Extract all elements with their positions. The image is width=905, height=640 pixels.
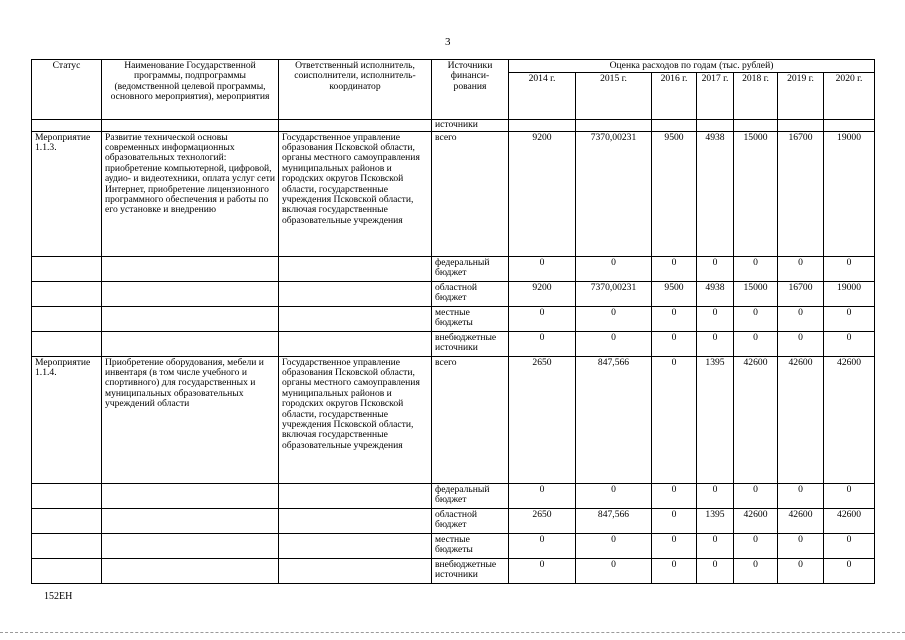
value-cell: 0 bbox=[824, 306, 875, 331]
value-cell: 0 bbox=[652, 356, 697, 483]
measure-status: Мероприятие 1.1.4. bbox=[32, 356, 102, 483]
empty-cell bbox=[652, 120, 697, 131]
empty-cell bbox=[102, 306, 279, 331]
value-cell: 0 bbox=[697, 483, 734, 508]
empty-cell bbox=[734, 120, 778, 131]
measure-name: Приобретение оборудования, мебели и инвентаря (в том числе учебного и спортивного) для государственных и муниципальных образовательных учреждений области bbox=[102, 356, 279, 483]
source-cell: федеральный бюджет bbox=[432, 483, 509, 508]
carryover-row bbox=[32, 120, 875, 131]
value-cell: 1395 bbox=[697, 356, 734, 483]
source-cell: всего bbox=[432, 131, 509, 256]
value-cell: 0 bbox=[734, 306, 778, 331]
value-cell: 0 bbox=[652, 306, 697, 331]
value-cell: 4938 bbox=[697, 131, 734, 256]
empty-cell bbox=[102, 256, 279, 281]
value-cell: 0 bbox=[697, 331, 734, 356]
empty-cell bbox=[279, 281, 432, 306]
empty-cell bbox=[32, 508, 102, 533]
value-cell: 0 bbox=[734, 533, 778, 558]
value-cell: 0 bbox=[778, 533, 824, 558]
header-sources: Источники финанси-рования bbox=[432, 60, 509, 120]
measure-row-total bbox=[32, 356, 875, 483]
header-year: 2016 г. bbox=[652, 73, 697, 120]
empty-cell bbox=[279, 533, 432, 558]
value-cell: 847,566 bbox=[576, 508, 652, 533]
measure-row-extrabudget bbox=[32, 331, 875, 356]
value-cell: 0 bbox=[652, 483, 697, 508]
value-cell: 0 bbox=[697, 533, 734, 558]
value-cell: 7370,00231 bbox=[576, 131, 652, 256]
value-cell: 0 bbox=[778, 558, 824, 583]
measure-responsible: Государственное управление образования Псковской области, органы местного самоуправления муниципальных районов и городских округов Псковской области, государственные учреждения Псковской области, включая государственные образовательные учреждения bbox=[279, 131, 432, 256]
value-cell: 0 bbox=[576, 483, 652, 508]
value-cell: 7370,00231 bbox=[576, 281, 652, 306]
empty-cell bbox=[102, 558, 279, 583]
measure-row-regional bbox=[32, 281, 875, 306]
empty-cell bbox=[279, 483, 432, 508]
empty-cell bbox=[279, 331, 432, 356]
header-estimate: Оценка расходов по годам (тыс. рублей) bbox=[509, 60, 875, 73]
value-cell: 4938 bbox=[697, 281, 734, 306]
value-cell: 0 bbox=[576, 256, 652, 281]
value-cell: 0 bbox=[734, 558, 778, 583]
value-cell: 9500 bbox=[652, 281, 697, 306]
empty-cell bbox=[279, 306, 432, 331]
value-cell: 15000 bbox=[734, 281, 778, 306]
value-cell: 0 bbox=[824, 533, 875, 558]
empty-cell bbox=[32, 331, 102, 356]
value-cell: 0 bbox=[576, 306, 652, 331]
value-cell: 0 bbox=[576, 331, 652, 356]
source-cell: всего bbox=[432, 356, 509, 483]
measure-row-federal bbox=[32, 483, 875, 508]
scan-edge-divider bbox=[0, 632, 905, 633]
page-number: 3 bbox=[445, 36, 451, 48]
value-cell: 2650 bbox=[509, 356, 576, 483]
value-cell: 0 bbox=[734, 256, 778, 281]
value-cell: 0 bbox=[652, 533, 697, 558]
empty-cell bbox=[102, 508, 279, 533]
empty-cell bbox=[102, 483, 279, 508]
source-cell: внебюджетные источники bbox=[432, 558, 509, 583]
value-cell: 19000 bbox=[824, 281, 875, 306]
value-cell: 0 bbox=[778, 256, 824, 281]
measure-row-federal bbox=[32, 256, 875, 281]
empty-cell bbox=[102, 281, 279, 306]
header-year: 2020 г. bbox=[824, 73, 875, 120]
value-cell: 0 bbox=[652, 508, 697, 533]
value-cell: 42600 bbox=[734, 356, 778, 483]
value-cell: 42600 bbox=[778, 508, 824, 533]
value-cell: 15000 bbox=[734, 131, 778, 256]
empty-cell bbox=[279, 508, 432, 533]
empty-cell bbox=[102, 533, 279, 558]
empty-cell bbox=[32, 558, 102, 583]
value-cell: 1395 bbox=[697, 508, 734, 533]
measure-row-local bbox=[32, 306, 875, 331]
value-cell: 0 bbox=[509, 558, 576, 583]
value-cell: 0 bbox=[509, 306, 576, 331]
source-cell: местные бюджеты bbox=[432, 533, 509, 558]
value-cell: 0 bbox=[652, 331, 697, 356]
value-cell: 0 bbox=[778, 306, 824, 331]
value-cell: 0 bbox=[652, 256, 697, 281]
measure-name: Развитие технической основы современных информационных образовательных технологий: приобретение компьютерной, цифровой, аудио- и видеотехники, оплата услуг сети Интернет, приобретение лицензионного программного обеспечения и работы по его установке и внедрению bbox=[102, 131, 279, 256]
measure-status: Мероприятие 1.1.3. bbox=[32, 131, 102, 256]
empty-cell bbox=[778, 120, 824, 131]
value-cell: 0 bbox=[824, 256, 875, 281]
source-cell: внебюджетные источники bbox=[432, 331, 509, 356]
value-cell: 0 bbox=[734, 331, 778, 356]
value-cell: 0 bbox=[778, 483, 824, 508]
value-cell: 0 bbox=[697, 558, 734, 583]
value-cell: 42600 bbox=[778, 356, 824, 483]
measure-responsible: Государственное управление образования Псковской области, органы местного самоуправления муниципальных районов и городских округов Псковской области, государственные учреждения Псковской области, включая государственные образовательные учреждения bbox=[279, 356, 432, 483]
measure-row-regional bbox=[32, 508, 875, 533]
empty-cell bbox=[824, 120, 875, 131]
value-cell: 0 bbox=[576, 533, 652, 558]
source-cell: областной бюджет bbox=[432, 508, 509, 533]
value-cell: 847,566 bbox=[576, 356, 652, 483]
value-cell: 0 bbox=[697, 306, 734, 331]
measure-row-total bbox=[32, 131, 875, 256]
value-cell: 0 bbox=[824, 558, 875, 583]
value-cell: 9200 bbox=[509, 131, 576, 256]
measure-row-local bbox=[32, 533, 875, 558]
empty-cell bbox=[32, 306, 102, 331]
empty-cell bbox=[32, 533, 102, 558]
empty-cell bbox=[32, 120, 102, 131]
header-year: 2017 г. bbox=[697, 73, 734, 120]
footer-code: 152ЕН bbox=[44, 591, 73, 602]
header-status: Статус bbox=[32, 60, 102, 120]
empty-cell bbox=[697, 120, 734, 131]
value-cell: 9200 bbox=[509, 281, 576, 306]
header-year: 2019 г. bbox=[778, 73, 824, 120]
source-cell: местные бюджеты bbox=[432, 306, 509, 331]
value-cell: 16700 bbox=[778, 281, 824, 306]
header-year: 2018 г. bbox=[734, 73, 778, 120]
empty-cell bbox=[279, 558, 432, 583]
empty-cell bbox=[279, 256, 432, 281]
value-cell: 16700 bbox=[778, 131, 824, 256]
value-cell: 0 bbox=[824, 331, 875, 356]
empty-cell bbox=[32, 483, 102, 508]
value-cell: 0 bbox=[509, 483, 576, 508]
source-cell: источники bbox=[432, 120, 509, 131]
source-cell: областной бюджет bbox=[432, 281, 509, 306]
value-cell: 42600 bbox=[824, 356, 875, 483]
value-cell: 0 bbox=[576, 558, 652, 583]
empty-cell bbox=[32, 281, 102, 306]
empty-cell bbox=[509, 120, 576, 131]
value-cell: 0 bbox=[509, 331, 576, 356]
value-cell: 0 bbox=[697, 256, 734, 281]
value-cell: 2650 bbox=[509, 508, 576, 533]
value-cell: 42600 bbox=[824, 508, 875, 533]
empty-cell bbox=[279, 120, 432, 131]
value-cell: 42600 bbox=[734, 508, 778, 533]
value-cell: 0 bbox=[652, 558, 697, 583]
header-name: Наименование Государственной программы, подпрограммы (ведомственной целевой программы, основного мероприятия), мероприятия bbox=[102, 60, 279, 120]
value-cell: 0 bbox=[509, 256, 576, 281]
value-cell: 0 bbox=[778, 331, 824, 356]
empty-cell bbox=[576, 120, 652, 131]
value-cell: 9500 bbox=[652, 131, 697, 256]
measure-row-extrabudget bbox=[32, 558, 875, 583]
header-year: 2015 г. bbox=[576, 73, 652, 120]
value-cell: 19000 bbox=[824, 131, 875, 256]
value-cell: 0 bbox=[824, 483, 875, 508]
empty-cell bbox=[102, 331, 279, 356]
source-cell: федеральный бюджет bbox=[432, 256, 509, 281]
empty-cell bbox=[102, 120, 279, 131]
empty-cell bbox=[32, 256, 102, 281]
value-cell: 0 bbox=[509, 533, 576, 558]
header-row-1 bbox=[32, 60, 875, 73]
value-cell: 0 bbox=[734, 483, 778, 508]
header-responsible: Ответственный исполнитель, соисполнители, исполнитель-координатор bbox=[279, 60, 432, 120]
expenditure-table bbox=[31, 59, 875, 584]
header-year: 2014 г. bbox=[509, 73, 576, 120]
